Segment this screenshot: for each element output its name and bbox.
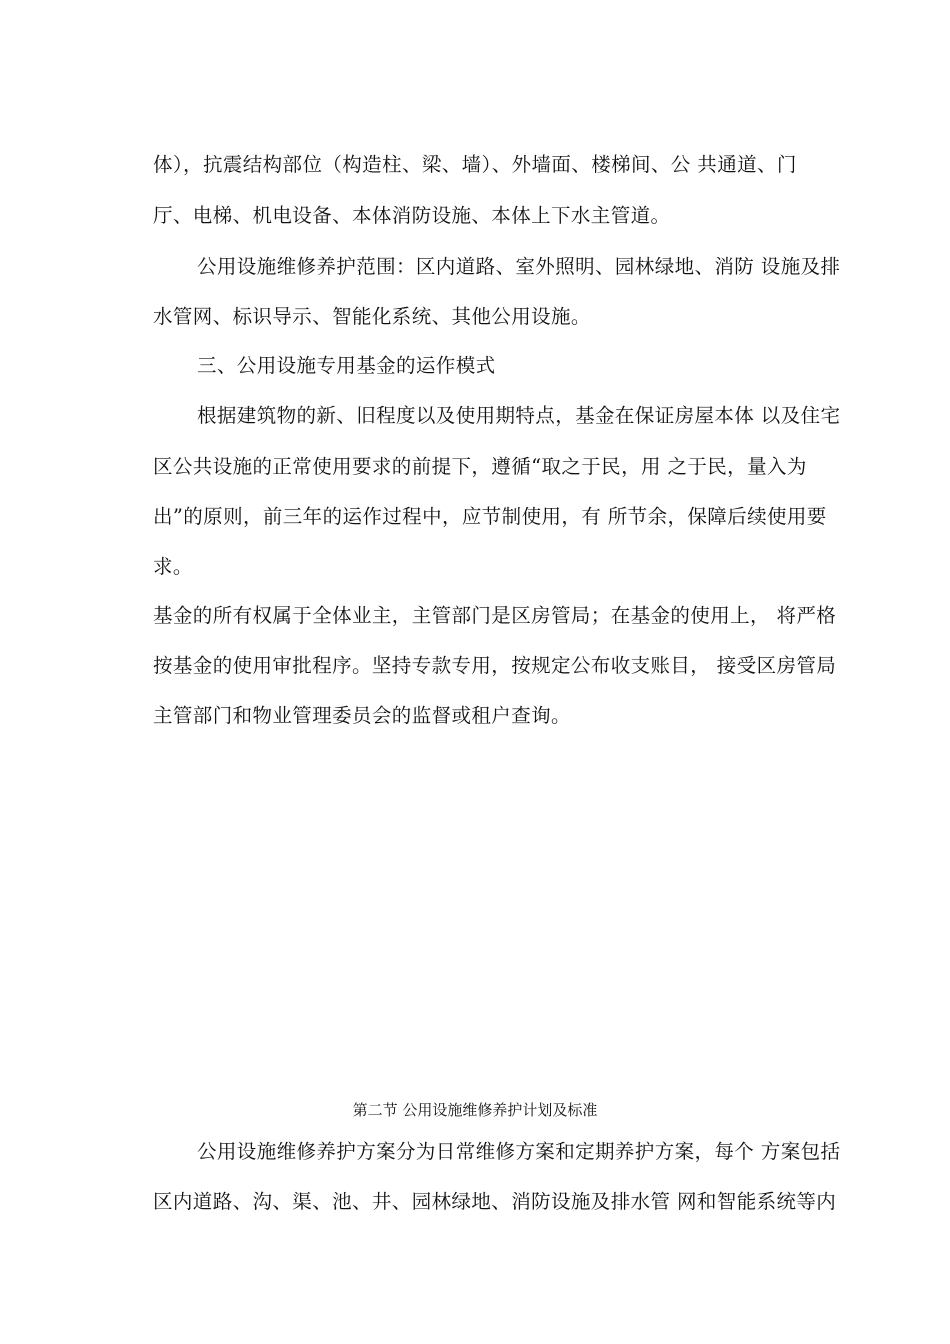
paragraph-line: 体），抗震结构部位（构造柱、梁、墙）、外墙面、楼梯间、公 共通道、门 bbox=[153, 153, 797, 176]
paragraph-line: 基金的所有权属于全体业主，主管部门是区房管局；在基金的使用上， 将严格 bbox=[153, 604, 837, 627]
paragraph-line: 按基金的使用审批程序。坚持专款专用，按规定公布收支账目， 接受区房管局 bbox=[153, 654, 837, 677]
paragraph-line: 公用设施维修养护范围：区内道路、室外照明、园林绿地、消防 设施及排 bbox=[197, 255, 841, 278]
paragraph-line: 求。 bbox=[153, 555, 193, 578]
paragraph-line: 根据建筑物的新、旧程度以及使用期特点，基金在保证房屋本体 以及住宅 bbox=[197, 404, 841, 427]
section-heading: 第二节 公用设施维修养护计划及标准 bbox=[352, 1101, 598, 1119]
paragraph-line: 主管部门和物业管理委员会的监督或租户查询。 bbox=[153, 704, 571, 727]
paragraph-line: 区内道路、沟、渠、池、井、园林绿地、消防设施及排水管 网和智能系统等内 bbox=[153, 1190, 837, 1213]
paragraph-line: 厅、电梯、机电设备、本体消防设施、本体上下水主管道。 bbox=[153, 204, 671, 227]
paragraph-line: 水管网、标识导示、智能化系统、其他公用设施。 bbox=[153, 305, 591, 328]
paragraph-line: 公用设施维修养护方案分为日常维修方案和定期养护方案，每个 方案包括 bbox=[197, 1140, 841, 1163]
subheading: 三、公用设施专用基金的运作模式 bbox=[197, 354, 496, 377]
paragraph-line: 出”的原则，前三年的运作过程中，应节制使用，有 所节余，保障后续使用要 bbox=[153, 505, 827, 528]
page-bottom-margin bbox=[0, 1244, 950, 1344]
paragraph-line: 区公共设施的正常使用要求的前提下，遵循“取之于民，用 之于民，量入为 bbox=[153, 455, 807, 478]
